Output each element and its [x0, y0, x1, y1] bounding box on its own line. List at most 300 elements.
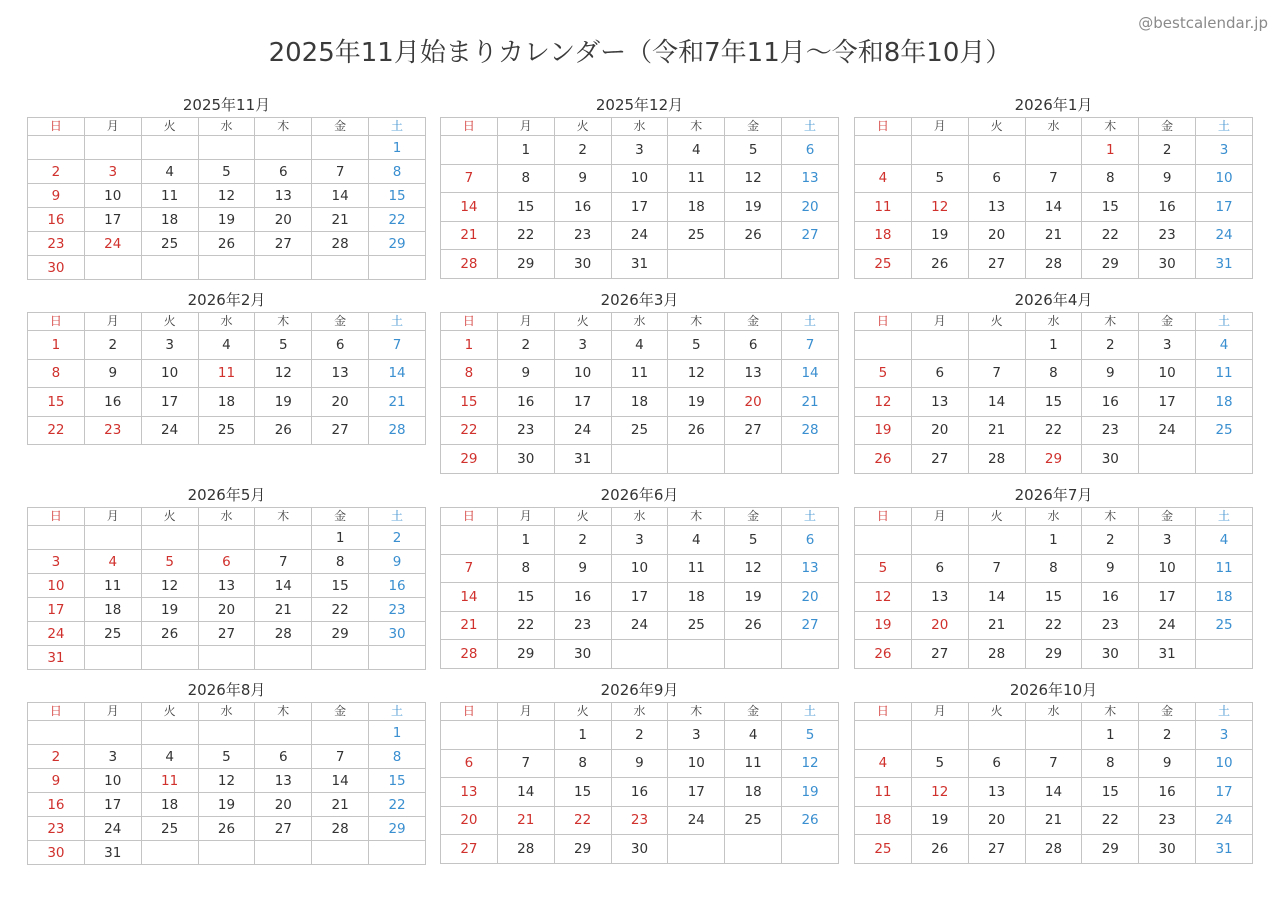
empty-day-cell	[855, 526, 912, 555]
month-calendar	[27, 93, 426, 280]
weekday-header: 水	[198, 313, 255, 331]
day-cell: 4	[611, 331, 668, 360]
day-cell: 8	[1082, 749, 1139, 778]
weekday-header: 日	[28, 703, 85, 721]
empty-day-cell	[855, 331, 912, 360]
week-row	[855, 388, 1253, 417]
week-row	[855, 835, 1253, 864]
week-row	[28, 184, 426, 208]
weekday-header: 木	[1082, 313, 1139, 331]
day-cell: 1	[554, 721, 611, 750]
weekday-header: 金	[312, 313, 369, 331]
day-cell: 28	[1025, 835, 1082, 864]
month-table	[27, 702, 426, 865]
week-row	[855, 331, 1253, 360]
day-cell: 1	[1082, 136, 1139, 165]
weekday-header: 金	[1139, 508, 1196, 526]
day-cell: 6	[782, 526, 839, 555]
day-cell: 14	[255, 574, 312, 598]
day-cell: 19	[255, 388, 312, 417]
day-cell: 9	[497, 359, 554, 388]
day-cell: 18	[855, 221, 912, 250]
empty-day-cell	[855, 136, 912, 165]
day-cell: 11	[141, 769, 198, 793]
day-cell: 2	[554, 136, 611, 165]
week-row	[28, 598, 426, 622]
day-cell: 29	[312, 622, 369, 646]
month-calendar	[27, 288, 426, 445]
day-cell: 29	[369, 817, 426, 841]
empty-day-cell	[968, 331, 1025, 360]
empty-day-cell	[312, 136, 369, 160]
day-cell: 23	[611, 806, 668, 835]
day-cell: 19	[668, 388, 725, 417]
empty-day-cell	[911, 526, 968, 555]
weekday-header-row	[441, 508, 839, 526]
day-cell: 26	[668, 416, 725, 445]
day-cell: 17	[611, 583, 668, 612]
weekday-header: 土	[782, 508, 839, 526]
day-cell: 25	[1196, 611, 1253, 640]
empty-day-cell	[84, 256, 141, 280]
weekday-header: 土	[369, 118, 426, 136]
day-cell: 18	[141, 793, 198, 817]
day-cell: 5	[198, 745, 255, 769]
month-calendar	[854, 483, 1253, 669]
week-row	[441, 388, 839, 417]
empty-day-cell	[668, 640, 725, 669]
week-row	[441, 749, 839, 778]
day-cell: 12	[855, 583, 912, 612]
weekday-header-row	[28, 313, 426, 331]
weekday-header: 土	[782, 118, 839, 136]
week-row	[441, 221, 839, 250]
month-title: 2026年7月	[1014, 486, 1093, 504]
day-cell: 21	[497, 806, 554, 835]
day-cell: 15	[28, 388, 85, 417]
week-row	[855, 749, 1253, 778]
day-cell: 14	[968, 583, 1025, 612]
weekday-header: 土	[782, 703, 839, 721]
day-cell: 31	[554, 445, 611, 474]
week-row	[855, 806, 1253, 835]
weekday-header: 木	[255, 508, 312, 526]
weekday-header: 水	[611, 313, 668, 331]
day-cell: 8	[554, 749, 611, 778]
day-cell: 2	[1082, 526, 1139, 555]
empty-day-cell	[84, 721, 141, 745]
day-cell: 27	[782, 611, 839, 640]
weekday-header: 火	[968, 118, 1025, 136]
day-cell: 6	[725, 331, 782, 360]
day-cell: 2	[1139, 136, 1196, 165]
day-cell: 16	[1082, 583, 1139, 612]
weekday-header: 月	[911, 313, 968, 331]
weekday-header: 日	[441, 118, 498, 136]
day-cell: 17	[668, 778, 725, 807]
day-cell: 19	[911, 221, 968, 250]
day-cell: 10	[84, 184, 141, 208]
day-cell: 14	[312, 184, 369, 208]
day-cell: 8	[28, 359, 85, 388]
day-cell: 5	[725, 136, 782, 165]
weekday-header: 金	[312, 118, 369, 136]
day-cell: 1	[1025, 331, 1082, 360]
day-cell: 22	[497, 221, 554, 250]
day-cell: 18	[141, 208, 198, 232]
weekday-header: 水	[198, 508, 255, 526]
week-row	[441, 835, 839, 864]
day-cell: 3	[28, 550, 85, 574]
day-cell: 27	[968, 250, 1025, 279]
day-cell: 20	[782, 583, 839, 612]
day-cell: 22	[369, 208, 426, 232]
day-cell: 26	[855, 640, 912, 669]
day-cell: 20	[968, 806, 1025, 835]
weekday-header: 日	[441, 508, 498, 526]
weekday-header: 水	[1025, 703, 1082, 721]
day-cell: 6	[312, 331, 369, 360]
week-row	[28, 232, 426, 256]
weekday-header-row	[441, 118, 839, 136]
day-cell: 3	[84, 160, 141, 184]
week-row	[855, 136, 1253, 165]
day-cell: 16	[554, 193, 611, 222]
day-cell: 16	[554, 583, 611, 612]
empty-day-cell	[369, 256, 426, 280]
day-cell: 31	[611, 250, 668, 279]
empty-day-cell	[1139, 445, 1196, 474]
day-cell: 28	[369, 416, 426, 445]
day-cell: 7	[312, 745, 369, 769]
day-cell: 8	[497, 554, 554, 583]
day-cell: 9	[1139, 164, 1196, 193]
day-cell: 1	[441, 331, 498, 360]
day-cell: 6	[911, 359, 968, 388]
empty-day-cell	[255, 136, 312, 160]
day-cell: 2	[28, 160, 85, 184]
day-cell: 15	[1082, 193, 1139, 222]
weekday-header: 金	[725, 118, 782, 136]
day-cell: 27	[441, 835, 498, 864]
empty-day-cell	[611, 640, 668, 669]
day-cell: 23	[1082, 611, 1139, 640]
day-cell: 10	[1196, 749, 1253, 778]
week-row	[441, 806, 839, 835]
day-cell: 11	[725, 749, 782, 778]
empty-day-cell	[198, 841, 255, 865]
empty-day-cell	[911, 721, 968, 750]
empty-day-cell	[141, 841, 198, 865]
day-cell: 13	[911, 388, 968, 417]
empty-day-cell	[782, 445, 839, 474]
week-row	[28, 817, 426, 841]
weekday-header: 土	[782, 313, 839, 331]
day-cell: 23	[554, 221, 611, 250]
week-row	[855, 359, 1253, 388]
weekday-header-row	[28, 118, 426, 136]
weekday-header: 月	[497, 313, 554, 331]
day-cell: 11	[1196, 554, 1253, 583]
day-cell: 14	[782, 359, 839, 388]
day-cell: 3	[1196, 721, 1253, 750]
day-cell: 17	[554, 388, 611, 417]
month-calendar	[854, 288, 1253, 474]
day-cell: 2	[497, 331, 554, 360]
day-cell: 31	[1196, 250, 1253, 279]
day-cell: 14	[441, 583, 498, 612]
day-cell: 4	[725, 721, 782, 750]
day-cell: 9	[84, 359, 141, 388]
weekday-header: 火	[554, 508, 611, 526]
day-cell: 18	[668, 583, 725, 612]
day-cell: 29	[497, 250, 554, 279]
day-cell: 22	[1082, 806, 1139, 835]
empty-day-cell	[141, 256, 198, 280]
empty-day-cell	[369, 646, 426, 670]
day-cell: 13	[968, 193, 1025, 222]
weekday-header: 土	[1196, 703, 1253, 721]
day-cell: 22	[28, 416, 85, 445]
weekday-header-row	[28, 703, 426, 721]
day-cell: 13	[782, 554, 839, 583]
week-row	[855, 164, 1253, 193]
day-cell: 16	[611, 778, 668, 807]
empty-day-cell	[312, 646, 369, 670]
day-cell: 24	[84, 817, 141, 841]
empty-day-cell	[198, 136, 255, 160]
day-cell: 12	[141, 574, 198, 598]
weekday-header: 木	[1082, 118, 1139, 136]
weekday-header: 水	[1025, 118, 1082, 136]
day-cell: 13	[725, 359, 782, 388]
weekday-header: 金	[312, 508, 369, 526]
day-cell: 28	[441, 250, 498, 279]
day-cell: 5	[855, 554, 912, 583]
weekday-header: 水	[1025, 508, 1082, 526]
weekday-header: 月	[911, 118, 968, 136]
day-cell: 24	[1139, 611, 1196, 640]
week-row	[855, 445, 1253, 474]
day-cell: 15	[497, 193, 554, 222]
day-cell: 23	[554, 611, 611, 640]
empty-day-cell	[28, 526, 85, 550]
day-cell: 2	[369, 526, 426, 550]
empty-day-cell	[369, 841, 426, 865]
week-row	[855, 640, 1253, 669]
day-cell: 20	[968, 221, 1025, 250]
day-cell: 2	[554, 526, 611, 555]
day-cell: 12	[782, 749, 839, 778]
day-cell: 30	[497, 445, 554, 474]
month-calendar	[27, 483, 426, 670]
month-title: 2025年11月	[182, 96, 271, 114]
empty-day-cell	[141, 526, 198, 550]
day-cell: 24	[141, 416, 198, 445]
weekday-header: 日	[28, 313, 85, 331]
day-cell: 2	[1082, 331, 1139, 360]
empty-day-cell	[668, 445, 725, 474]
month-title: 2026年1月	[1014, 96, 1093, 114]
weekday-header: 月	[84, 703, 141, 721]
day-cell: 24	[611, 611, 668, 640]
empty-day-cell	[255, 256, 312, 280]
day-cell: 12	[855, 388, 912, 417]
day-cell: 18	[1196, 583, 1253, 612]
day-cell: 22	[1025, 611, 1082, 640]
empty-day-cell	[968, 526, 1025, 555]
day-cell: 30	[28, 841, 85, 865]
day-cell: 18	[1196, 388, 1253, 417]
day-cell: 11	[198, 359, 255, 388]
weekday-header: 土	[369, 313, 426, 331]
day-cell: 11	[611, 359, 668, 388]
weekday-header: 月	[84, 508, 141, 526]
day-cell: 21	[968, 416, 1025, 445]
day-cell: 18	[84, 598, 141, 622]
weekday-header: 火	[554, 118, 611, 136]
day-cell: 24	[1196, 806, 1253, 835]
empty-day-cell	[84, 646, 141, 670]
week-row	[441, 331, 839, 360]
day-cell: 21	[255, 598, 312, 622]
weekday-header: 月	[84, 118, 141, 136]
day-cell: 6	[255, 745, 312, 769]
month-calendar	[854, 678, 1253, 864]
day-cell: 26	[725, 611, 782, 640]
day-cell: 28	[312, 232, 369, 256]
day-cell: 11	[855, 193, 912, 222]
day-cell: 7	[369, 331, 426, 360]
empty-day-cell	[312, 256, 369, 280]
weekday-header-row	[28, 508, 426, 526]
day-cell: 13	[968, 778, 1025, 807]
empty-day-cell	[725, 640, 782, 669]
day-cell: 3	[1139, 331, 1196, 360]
day-cell: 11	[668, 164, 725, 193]
day-cell: 18	[855, 806, 912, 835]
empty-day-cell	[441, 721, 498, 750]
empty-day-cell	[28, 721, 85, 745]
month-calendar	[440, 93, 839, 279]
month-title: 2026年9月	[600, 681, 679, 699]
weekday-header-row	[855, 703, 1253, 721]
week-row	[441, 640, 839, 669]
day-cell: 13	[441, 778, 498, 807]
week-row	[28, 416, 426, 445]
empty-day-cell	[1196, 445, 1253, 474]
month-calendar	[440, 678, 839, 864]
empty-day-cell	[668, 250, 725, 279]
day-cell: 27	[782, 221, 839, 250]
day-cell: 24	[1139, 416, 1196, 445]
empty-day-cell	[255, 646, 312, 670]
week-row	[28, 388, 426, 417]
day-cell: 4	[1196, 526, 1253, 555]
week-row	[28, 793, 426, 817]
weekday-header: 火	[968, 703, 1025, 721]
week-row	[855, 611, 1253, 640]
day-cell: 15	[554, 778, 611, 807]
week-row	[441, 526, 839, 555]
day-cell: 1	[497, 526, 554, 555]
day-cell: 19	[725, 193, 782, 222]
day-cell: 12	[198, 769, 255, 793]
day-cell: 18	[725, 778, 782, 807]
day-cell: 22	[1082, 221, 1139, 250]
week-row	[441, 193, 839, 222]
day-cell: 21	[441, 221, 498, 250]
day-cell: 17	[84, 208, 141, 232]
week-row	[28, 331, 426, 360]
empty-day-cell	[141, 646, 198, 670]
weekday-header: 木	[668, 508, 725, 526]
weekday-header: 土	[369, 703, 426, 721]
weekday-header: 木	[1082, 703, 1139, 721]
day-cell: 28	[497, 835, 554, 864]
day-cell: 3	[1196, 136, 1253, 165]
weekday-header: 日	[855, 703, 912, 721]
weekday-header: 木	[668, 313, 725, 331]
weekday-header: 月	[497, 703, 554, 721]
day-cell: 7	[497, 749, 554, 778]
day-cell: 12	[911, 193, 968, 222]
weekday-header: 日	[28, 118, 85, 136]
day-cell: 9	[369, 550, 426, 574]
day-cell: 4	[855, 164, 912, 193]
day-cell: 29	[369, 232, 426, 256]
day-cell: 31	[84, 841, 141, 865]
weekday-header: 水	[198, 703, 255, 721]
weekday-header: 日	[28, 508, 85, 526]
weekday-header: 日	[855, 313, 912, 331]
day-cell: 27	[725, 416, 782, 445]
week-row	[441, 721, 839, 750]
day-cell: 26	[141, 622, 198, 646]
day-cell: 21	[1025, 806, 1082, 835]
day-cell: 28	[255, 622, 312, 646]
day-cell: 5	[198, 160, 255, 184]
week-row	[28, 622, 426, 646]
day-cell: 15	[312, 574, 369, 598]
week-row	[441, 778, 839, 807]
weekday-header: 月	[497, 508, 554, 526]
day-cell: 11	[84, 574, 141, 598]
day-cell: 5	[255, 331, 312, 360]
day-cell: 12	[255, 359, 312, 388]
month-table	[27, 507, 426, 670]
day-cell: 1	[1082, 721, 1139, 750]
empty-day-cell	[312, 841, 369, 865]
week-row	[28, 160, 426, 184]
day-cell: 2	[1139, 721, 1196, 750]
month-title: 2025年12月	[595, 96, 684, 114]
empty-day-cell	[968, 721, 1025, 750]
day-cell: 6	[968, 749, 1025, 778]
day-cell: 5	[855, 359, 912, 388]
empty-day-cell	[255, 721, 312, 745]
day-cell: 12	[668, 359, 725, 388]
empty-day-cell	[198, 256, 255, 280]
day-cell: 20	[255, 208, 312, 232]
week-row	[441, 359, 839, 388]
day-cell: 2	[84, 331, 141, 360]
day-cell: 9	[611, 749, 668, 778]
day-cell: 1	[28, 331, 85, 360]
day-cell: 25	[1196, 416, 1253, 445]
week-row	[855, 250, 1253, 279]
day-cell: 22	[497, 611, 554, 640]
